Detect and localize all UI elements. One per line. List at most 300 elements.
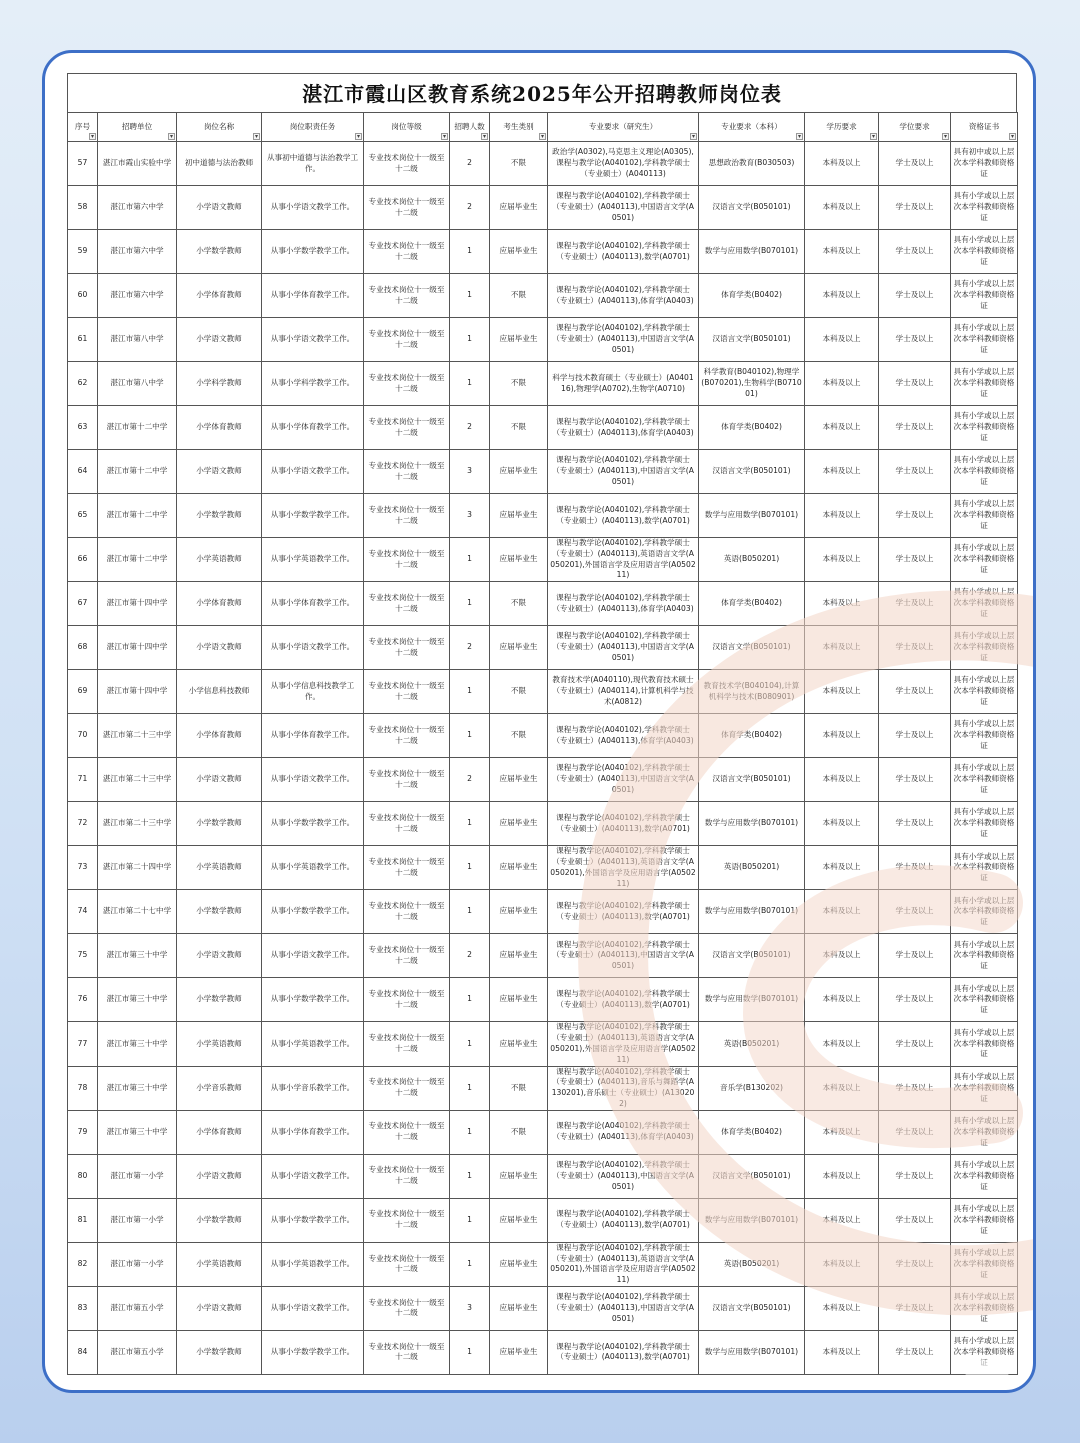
cell-post-name: 小学英语教师 xyxy=(177,1242,262,1286)
cell-employer: 湛江市第三十中学 xyxy=(98,1022,177,1066)
table-row xyxy=(68,362,1018,406)
cell-degree: 学士及以上 xyxy=(879,1154,951,1198)
cell-major-undergrad: 数学与应用数学(B070101) xyxy=(699,494,805,538)
cell-major-postgrad: 课程与教学论(A040102),学科教学硕士（专业硕士）(A040113),数学(A0701) xyxy=(548,230,699,274)
cell-duties: 从事小学数学教学工作。 xyxy=(262,1198,364,1242)
table-row xyxy=(68,1110,1018,1154)
cell-employer: 湛江市第二十三中学 xyxy=(98,802,177,846)
cell-employer: 湛江市第十四中学 xyxy=(98,670,177,714)
cell-employer: 湛江市第十二中学 xyxy=(98,494,177,538)
cell-post-name: 小学语文教师 xyxy=(177,450,262,494)
cell-major-undergrad: 数学与应用数学(B070101) xyxy=(699,1330,805,1374)
cell-degree: 学士及以上 xyxy=(879,758,951,802)
cell-degree: 学士及以上 xyxy=(879,1110,951,1154)
cell-major-postgrad: 课程与教学论(A040102),学科教学硕士（专业硕士）(A040113),数学(A0701) xyxy=(548,890,699,934)
cell-candidate-type: 应届毕业生 xyxy=(490,538,548,582)
cell-seq: 69 xyxy=(68,670,98,714)
cell-major-undergrad: 数学与应用数学(B070101) xyxy=(699,802,805,846)
cell-duties: 从事小学语文教学工作。 xyxy=(262,934,364,978)
cell-candidate-type: 应届毕业生 xyxy=(490,186,548,230)
cell-degree: 学士及以上 xyxy=(879,450,951,494)
cell-employer: 湛江市第一小学 xyxy=(98,1242,177,1286)
column-header-major-undergrad[interactable] xyxy=(699,113,805,142)
table-row xyxy=(68,318,1018,362)
cell-employer: 湛江市第三十中学 xyxy=(98,1110,177,1154)
cell-post-level: 专业技术岗位十一级至十二级 xyxy=(364,450,450,494)
cell-seq: 70 xyxy=(68,714,98,758)
cell-employer: 湛江市第三十中学 xyxy=(98,934,177,978)
cell-headcount: 1 xyxy=(450,846,490,890)
cell-post-level: 专业技术岗位十一级至十二级 xyxy=(364,274,450,318)
table-row xyxy=(68,758,1018,802)
cell-education: 本科及以上 xyxy=(805,450,879,494)
cell-headcount: 1 xyxy=(450,714,490,758)
cell-education: 本科及以上 xyxy=(805,1110,879,1154)
cell-duties: 从事小学信息科技教学工作。 xyxy=(262,670,364,714)
cell-education: 本科及以上 xyxy=(805,1242,879,1286)
cell-duties: 从事小学数学教学工作。 xyxy=(262,230,364,274)
cell-candidate-type: 应届毕业生 xyxy=(490,1022,548,1066)
cell-education: 本科及以上 xyxy=(805,934,879,978)
cell-certificate: 具有小学或以上层次本学科教师资格 xyxy=(951,1330,1018,1374)
cell-employer: 湛江市第二十三中学 xyxy=(98,758,177,802)
cell-major-postgrad: 课程与教学论(A040102),学科教学硕士（专业硕士）(A040113),体育学(A0403) xyxy=(548,582,699,626)
filter-dropdown-icon[interactable]: ▾ xyxy=(540,133,544,140)
cell-seq: 73 xyxy=(68,846,98,890)
filter-dropdown-icon[interactable]: ▾ xyxy=(442,133,446,140)
cell-certificate: 具有小学或以上层次本学科教师资格证 xyxy=(951,450,1018,494)
cell-post-name: 小学数学教师 xyxy=(177,1198,262,1242)
cell-post-name: 小学语文教师 xyxy=(177,626,262,670)
cell-candidate-type: 应届毕业生 xyxy=(490,1330,548,1374)
cell-duties: 从事小学数学教学工作。 xyxy=(262,890,364,934)
cell-post-name: 小学体育教师 xyxy=(177,274,262,318)
column-header-employer[interactable] xyxy=(98,113,177,142)
cell-candidate-type: 不限 xyxy=(490,670,548,714)
cell-post-level: 专业技术岗位十一级至十二级 xyxy=(364,758,450,802)
filter-dropdown-icon[interactable]: ▾ xyxy=(482,133,486,140)
cell-major-postgrad: 课程与教学论(A040102),学科教学硕士（专业硕士）(A040113),体育学(A0403) xyxy=(548,274,699,318)
cell-employer: 湛江市第八中学 xyxy=(98,318,177,362)
column-header-label: 岗位等级 xyxy=(391,121,422,131)
cell-candidate-type: 应届毕业生 xyxy=(490,626,548,670)
cell-seq: 58 xyxy=(68,186,98,230)
cell-employer: 湛江市第一小学 xyxy=(98,1198,177,1242)
cell-education: 本科及以上 xyxy=(805,230,879,274)
table-row xyxy=(68,626,1018,670)
cell-candidate-type: 应届毕业生 xyxy=(490,1154,548,1198)
column-header-label: 学历要求 xyxy=(826,121,857,131)
cell-post-level: 专业技术岗位十一级至十二级 xyxy=(364,362,450,406)
cell-degree: 学士及以上 xyxy=(879,142,951,186)
cell-candidate-type: 不限 xyxy=(490,274,548,318)
cell-candidate-type: 不限 xyxy=(490,362,548,406)
cell-major-postgrad: 课程与教学论(A040102),学科教学硕士（专业硕士）(A040113),英语语言文学(A050201),外国语言学及应用语言学(A050211) xyxy=(548,846,699,890)
cell-employer: 湛江市第十二中学 xyxy=(98,538,177,582)
cell-certificate: 具有小学或以上层次本学科教师资格证 xyxy=(951,1198,1018,1242)
cell-certificate: 具有小学或以上层次本学科教师资格证 xyxy=(951,626,1018,670)
cell-candidate-type: 应届毕业生 xyxy=(490,846,548,890)
cell-duties: 从事小学数学教学工作。 xyxy=(262,802,364,846)
cell-candidate-type: 不限 xyxy=(490,714,548,758)
cell-employer: 湛江市第三十中学 xyxy=(98,1066,177,1110)
cell-headcount: 2 xyxy=(450,626,490,670)
cell-headcount: 1 xyxy=(450,890,490,934)
cell-seq: 75 xyxy=(68,934,98,978)
table-row xyxy=(68,1022,1018,1066)
cell-major-postgrad: 课程与教学论(A040102),学科教学硕士（专业硕士）(A040113),中国语言文学(A0501) xyxy=(548,758,699,802)
column-header-label: 招聘单位 xyxy=(121,121,153,131)
cell-major-undergrad: 数学与应用数学(B070101) xyxy=(699,890,805,934)
cell-seq: 79 xyxy=(68,1110,98,1154)
cell-post-level: 专业技术岗位十一级至十二级 xyxy=(364,1110,450,1154)
cell-post-level: 专业技术岗位十一级至十二级 xyxy=(364,714,450,758)
cell-major-undergrad: 汉语言文学(B050101) xyxy=(699,186,805,230)
cell-duties: 从事小学语文教学工作。 xyxy=(262,1286,364,1330)
cell-candidate-type: 应届毕业生 xyxy=(490,1286,548,1330)
cell-employer: 湛江市第二十三中学 xyxy=(98,714,177,758)
cell-duties: 从事小学体育教学工作。 xyxy=(262,714,364,758)
cell-education: 本科及以上 xyxy=(805,494,879,538)
cell-employer: 湛江市第五小学 xyxy=(98,1286,177,1330)
cell-headcount: 1 xyxy=(450,670,490,714)
cell-certificate: 具有小学或以上层次本学科教师资格证 xyxy=(951,978,1018,1022)
cell-post-name: 小学体育教师 xyxy=(177,1110,262,1154)
column-header-label: 岗位职责任务 xyxy=(289,121,336,131)
cell-major-postgrad: 课程与教学论(A040102),学科教学硕士（专业硕士）(A040113),音乐与舞蹈学(A130201),音乐硕士（专业硕士）(A130202) xyxy=(548,1066,699,1110)
column-header-label: 学位要求 xyxy=(899,121,930,131)
cell-degree: 学士及以上 xyxy=(879,1066,951,1110)
cell-education: 本科及以上 xyxy=(805,1154,879,1198)
cell-certificate: 具有小学或以上层次本学科教师资格证 xyxy=(951,670,1018,714)
column-header-post-level[interactable] xyxy=(364,113,450,142)
table-row xyxy=(68,978,1018,1022)
cell-duties: 从事小学英语教学工作。 xyxy=(262,1022,364,1066)
filter-dropdown-icon[interactable]: ▾ xyxy=(691,133,695,140)
column-header-label: 招聘人数 xyxy=(454,121,485,131)
cell-post-name: 小学语文教师 xyxy=(177,758,262,802)
cell-candidate-type: 应届毕业生 xyxy=(490,934,548,978)
cell-employer: 湛江市第六中学 xyxy=(98,186,177,230)
cell-headcount: 1 xyxy=(450,538,490,582)
cell-certificate: 具有小学或以上层次本学科教师资格证 xyxy=(951,494,1018,538)
cell-headcount: 1 xyxy=(450,274,490,318)
cell-certificate: 具有小学或以上层次本学科教师资格证 xyxy=(951,582,1018,626)
cell-post-name: 小学音乐教师 xyxy=(177,1066,262,1110)
cell-post-name: 小学数学教师 xyxy=(177,230,262,274)
cell-education: 本科及以上 xyxy=(805,1066,879,1110)
cell-duties: 从事小学英语教学工作。 xyxy=(262,1242,364,1286)
cell-post-name: 小学语文教师 xyxy=(177,186,262,230)
cell-duties: 从事小学科学教学工作。 xyxy=(262,362,364,406)
cell-duties: 从事初中道德与法治教学工作。 xyxy=(262,142,364,186)
header-row xyxy=(68,113,1018,142)
cell-candidate-type: 应届毕业生 xyxy=(490,450,548,494)
cell-post-level: 专业技术岗位十一级至十二级 xyxy=(364,1330,450,1374)
cell-major-undergrad: 英语(B050201) xyxy=(699,846,805,890)
cell-major-undergrad: 汉语言文学(B050101) xyxy=(699,758,805,802)
cell-major-undergrad: 音乐学(B130202) xyxy=(699,1066,805,1110)
column-header-candidate-type[interactable] xyxy=(490,113,548,142)
cell-education: 本科及以上 xyxy=(805,1022,879,1066)
cell-post-name: 小学数学教师 xyxy=(177,978,262,1022)
cell-education: 本科及以上 xyxy=(805,582,879,626)
cell-post-level: 专业技术岗位十一级至十二级 xyxy=(364,890,450,934)
cell-major-postgrad: 课程与教学论(A040102),学科教学硕士（专业硕士）(A040113),数学(A0701) xyxy=(548,1198,699,1242)
cell-post-level: 专业技术岗位十一级至十二级 xyxy=(364,582,450,626)
cell-seq: 81 xyxy=(68,1198,98,1242)
table-row xyxy=(68,934,1018,978)
filter-dropdown-icon[interactable]: ▾ xyxy=(169,133,173,140)
cell-duties: 从事小学体育教学工作。 xyxy=(262,406,364,450)
cell-employer: 湛江市第五小学 xyxy=(98,1330,177,1374)
cell-education: 本科及以上 xyxy=(805,186,879,230)
cell-major-postgrad: 课程与教学论(A040102),学科教学硕士（专业硕士）(A040113),中国语言文学(A0501) xyxy=(548,934,699,978)
cell-post-level: 专业技术岗位十一级至十二级 xyxy=(364,846,450,890)
cell-seq: 84 xyxy=(68,1330,98,1374)
filter-dropdown-icon[interactable]: ▾ xyxy=(943,133,947,140)
cell-major-undergrad: 思想政治教育(B030503) xyxy=(699,142,805,186)
cell-seq: 71 xyxy=(68,758,98,802)
cell-certificate: 具有小学或以上层次本学科教师资格证 xyxy=(951,1154,1018,1198)
cell-major-postgrad: 课程与教学论(A040102),学科教学硕士（专业硕士）(A040113),中国语言文学(A0501) xyxy=(548,1154,699,1198)
filter-dropdown-icon[interactable]: ▾ xyxy=(797,133,801,140)
cell-major-undergrad: 汉语言文学(B050101) xyxy=(699,318,805,362)
cell-degree: 学士及以上 xyxy=(879,1242,951,1286)
cell-post-level: 专业技术岗位十一级至十二级 xyxy=(364,934,450,978)
cell-post-name: 小学语文教师 xyxy=(177,1154,262,1198)
cell-employer: 湛江市第二十四中学 xyxy=(98,846,177,890)
cell-seq: 61 xyxy=(68,318,98,362)
cell-certificate: 具有小学或以上层次本学科教师资格证 xyxy=(951,846,1018,890)
cell-major-undergrad: 数学与应用数学(B070101) xyxy=(699,1198,805,1242)
cell-headcount: 1 xyxy=(450,1198,490,1242)
cell-education: 本科及以上 xyxy=(805,1330,879,1374)
cell-post-level: 专业技术岗位十一级至十二级 xyxy=(364,802,450,846)
cell-certificate: 具有小学或以上层次本学科教师资格证 xyxy=(951,274,1018,318)
cell-seq: 63 xyxy=(68,406,98,450)
cell-employer: 湛江市第十四中学 xyxy=(98,582,177,626)
cell-candidate-type: 应届毕业生 xyxy=(490,494,548,538)
cell-seq: 76 xyxy=(68,978,98,1022)
cell-employer: 湛江市第八中学 xyxy=(98,362,177,406)
cell-major-postgrad: 课程与教学论(A040102),学科教学硕士（专业硕士）(A040113),英语语言文学(A050201),外国语言学及应用语言学(A050211) xyxy=(548,1242,699,1286)
column-header-label: 岗位名称 xyxy=(203,121,235,131)
table-row xyxy=(68,450,1018,494)
cell-major-postgrad: 课程与教学论(A040102),学科教学硕士（专业硕士）(A040113),英语语言文学(A050201),外国语言学及应用语言学(A050211) xyxy=(548,1022,699,1066)
cell-candidate-type: 应届毕业生 xyxy=(490,230,548,274)
cell-candidate-type: 应届毕业生 xyxy=(490,318,548,362)
cell-candidate-type: 应届毕业生 xyxy=(490,1198,548,1242)
cell-certificate: 具有小学或以上层次本学科教师资格证 xyxy=(951,1022,1018,1066)
corner-badge xyxy=(965,1360,1009,1382)
cell-candidate-type: 应届毕业生 xyxy=(490,1242,548,1286)
cell-certificate: 具有小学或以上层次本学科教师资格证 xyxy=(951,230,1018,274)
cell-post-level: 专业技术岗位十一级至十二级 xyxy=(364,626,450,670)
cell-headcount: 3 xyxy=(450,1286,490,1330)
column-header-headcount[interactable] xyxy=(450,113,490,142)
cell-certificate: 具有小学或以上层次本学科教师资格证 xyxy=(951,1242,1018,1286)
column-header-label: 资格证书 xyxy=(968,121,1000,131)
cell-post-name: 小学数学教师 xyxy=(177,1330,262,1374)
filter-dropdown-icon[interactable]: ▾ xyxy=(356,133,360,140)
cell-candidate-type: 不限 xyxy=(490,142,548,186)
table-row xyxy=(68,1198,1018,1242)
cell-education: 本科及以上 xyxy=(805,1286,879,1330)
cell-headcount: 1 xyxy=(450,230,490,274)
filter-dropdown-icon[interactable]: ▾ xyxy=(1010,133,1014,140)
cell-post-level: 专业技术岗位十一级至十二级 xyxy=(364,1154,450,1198)
cell-seq: 67 xyxy=(68,582,98,626)
cell-duties: 从事小学语文教学工作。 xyxy=(262,318,364,362)
cell-degree: 学士及以上 xyxy=(879,1198,951,1242)
cell-major-postgrad: 课程与教学论(A040102),学科教学硕士（专业硕士）(A040113),中国语言文学(A0501) xyxy=(548,626,699,670)
cell-candidate-type: 不限 xyxy=(490,1110,548,1154)
cell-post-name: 小学数学教师 xyxy=(177,802,262,846)
cell-degree: 学士及以上 xyxy=(879,362,951,406)
cell-major-undergrad: 体育学类(B0402) xyxy=(699,714,805,758)
cell-education: 本科及以上 xyxy=(805,362,879,406)
table-row xyxy=(68,274,1018,318)
column-header-duties[interactable] xyxy=(262,113,364,142)
recruitment-table xyxy=(67,112,1018,1375)
cell-major-postgrad: 课程与教学论(A040102),学科教学硕士（专业硕士）(A040113),中国语言文学(A0501) xyxy=(548,186,699,230)
cell-post-level: 专业技术岗位十一级至十二级 xyxy=(364,1286,450,1330)
cell-post-name: 小学语文教师 xyxy=(177,318,262,362)
column-header-degree[interactable] xyxy=(879,113,951,142)
cell-seq: 78 xyxy=(68,1066,98,1110)
cell-candidate-type: 不限 xyxy=(490,406,548,450)
cell-candidate-type: 不限 xyxy=(490,582,548,626)
column-header-post-name[interactable] xyxy=(177,113,262,142)
cell-headcount: 1 xyxy=(450,1066,490,1110)
spreadsheet-page xyxy=(67,73,1017,1384)
column-header-education[interactable] xyxy=(805,113,879,142)
cell-seq: 72 xyxy=(68,802,98,846)
column-header-certificate[interactable] xyxy=(951,113,1018,142)
filter-dropdown-icon[interactable]: ▾ xyxy=(90,133,94,140)
cell-duties: 从事小学英语教学工作。 xyxy=(262,538,364,582)
cell-post-level: 专业技术岗位十一级至十二级 xyxy=(364,186,450,230)
cell-post-name: 小学语文教师 xyxy=(177,1286,262,1330)
cell-headcount: 1 xyxy=(450,362,490,406)
cell-certificate: 具有小学或以上层次本学科教师资格证 xyxy=(951,1066,1018,1110)
cell-headcount: 1 xyxy=(450,1154,490,1198)
cell-seq: 57 xyxy=(68,142,98,186)
cell-education: 本科及以上 xyxy=(805,274,879,318)
cell-major-undergrad: 体育学类(B0402) xyxy=(699,1110,805,1154)
column-header-label: 序号 xyxy=(74,121,91,131)
cell-seq: 59 xyxy=(68,230,98,274)
cell-post-name: 小学数学教师 xyxy=(177,494,262,538)
cell-candidate-type: 应届毕业生 xyxy=(490,802,548,846)
cell-education: 本科及以上 xyxy=(805,626,879,670)
cell-headcount: 1 xyxy=(450,1022,490,1066)
cell-certificate: 具有小学或以上层次本学科教师资格证 xyxy=(951,406,1018,450)
cell-major-postgrad: 课程与教学论(A040102),学科教学硕士（专业硕士）(A040113),体育学(A0403) xyxy=(548,406,699,450)
cell-major-postgrad: 课程与教学论(A040102),学科教学硕士（专业硕士）(A040113),中国语言文学(A0501) xyxy=(548,450,699,494)
cell-seq: 65 xyxy=(68,494,98,538)
cell-education: 本科及以上 xyxy=(805,802,879,846)
cell-degree: 学士及以上 xyxy=(879,978,951,1022)
cell-post-name: 小学英语教师 xyxy=(177,1022,262,1066)
cell-duties: 从事小学数学教学工作。 xyxy=(262,978,364,1022)
table-row xyxy=(68,582,1018,626)
table-row xyxy=(68,1154,1018,1198)
cell-employer: 湛江市第一小学 xyxy=(98,1154,177,1198)
cell-headcount: 1 xyxy=(450,1242,490,1286)
cell-education: 本科及以上 xyxy=(805,846,879,890)
cell-employer: 湛江市第十二中学 xyxy=(98,450,177,494)
cell-certificate: 具有小学或以上层次本学科教师资格证 xyxy=(951,714,1018,758)
cell-major-postgrad: 课程与教学论(A040102),学科教学硕士（专业硕士）(A040113),数学(A0701) xyxy=(548,978,699,1022)
table-row xyxy=(68,890,1018,934)
cell-major-undergrad: 汉语言文学(B050101) xyxy=(699,450,805,494)
filter-dropdown-icon[interactable]: ▾ xyxy=(871,133,875,140)
column-header-seq[interactable] xyxy=(68,113,98,142)
table-row xyxy=(68,230,1018,274)
cell-duties: 从事小学语文教学工作。 xyxy=(262,186,364,230)
cell-major-undergrad: 英语(B050201) xyxy=(699,1022,805,1066)
cell-post-level: 专业技术岗位十一级至十二级 xyxy=(364,1022,450,1066)
cell-major-postgrad: 课程与教学论(A040102),学科教学硕士（专业硕士）(A040113),体育学(A0403) xyxy=(548,1110,699,1154)
cell-duties: 从事小学体育教学工作。 xyxy=(262,582,364,626)
cell-post-level: 专业技术岗位十一级至十二级 xyxy=(364,1198,450,1242)
cell-certificate: 具有小学或以上层次本学科教师资格证 xyxy=(951,362,1018,406)
cell-major-undergrad: 体育学类(B0402) xyxy=(699,582,805,626)
cell-major-postgrad: 课程与教学论(A040102),学科教学硕士（专业硕士）(A040113),数学(A0701) xyxy=(548,802,699,846)
cell-education: 本科及以上 xyxy=(805,890,879,934)
filter-dropdown-icon[interactable]: ▾ xyxy=(254,133,258,140)
cell-education: 本科及以上 xyxy=(805,142,879,186)
cell-duties: 从事小学语文教学工作。 xyxy=(262,758,364,802)
cell-post-name: 小学英语教师 xyxy=(177,538,262,582)
cell-employer: 湛江市第三十中学 xyxy=(98,978,177,1022)
cell-major-postgrad: 课程与教学论(A040102),学科教学硕士（专业硕士）(A040113),英语语言文学(A050201),外国语言学及应用语言学(A050211) xyxy=(548,538,699,582)
column-header-major-postgrad[interactable] xyxy=(548,113,699,142)
cell-post-level: 专业技术岗位十一级至十二级 xyxy=(364,978,450,1022)
cell-major-undergrad: 英语(B050201) xyxy=(699,1242,805,1286)
cell-duties: 从事小学音乐教学工作。 xyxy=(262,1066,364,1110)
cell-seq: 74 xyxy=(68,890,98,934)
cell-headcount: 1 xyxy=(450,1330,490,1374)
column-header-label: 专业要求（研究生） xyxy=(588,121,658,131)
cell-candidate-type: 应届毕业生 xyxy=(490,758,548,802)
cell-certificate: 具有小学或以上层次本学科教师资格证 xyxy=(951,538,1018,582)
cell-degree: 学士及以上 xyxy=(879,582,951,626)
cell-post-level: 专业技术岗位十一级至十二级 xyxy=(364,1242,450,1286)
cell-major-postgrad: 科学与技术教育硕士（专业硕士）(A040116),物理学(A0702),生物学(A0710) xyxy=(548,362,699,406)
cell-seq: 77 xyxy=(68,1022,98,1066)
cell-degree: 学士及以上 xyxy=(879,714,951,758)
cell-major-undergrad: 汉语言文学(B050101) xyxy=(699,1286,805,1330)
cell-employer: 湛江市霞山实验中学 xyxy=(98,142,177,186)
document-card xyxy=(42,50,1036,1393)
cell-certificate: 具有小学或以上层次本学科教师资格证 xyxy=(951,1286,1018,1330)
cell-major-undergrad: 汉语言文学(B050101) xyxy=(699,934,805,978)
cell-post-name: 小学体育教师 xyxy=(177,582,262,626)
cell-education: 本科及以上 xyxy=(805,318,879,362)
table-row xyxy=(68,406,1018,450)
cell-seq: 64 xyxy=(68,450,98,494)
cell-post-level: 专业技术岗位十一级至十二级 xyxy=(364,142,450,186)
cell-duties: 从事小学体育教学工作。 xyxy=(262,274,364,318)
cell-headcount: 2 xyxy=(450,758,490,802)
cell-degree: 学士及以上 xyxy=(879,934,951,978)
cell-degree: 学士及以上 xyxy=(879,802,951,846)
cell-employer: 湛江市第二十七中学 xyxy=(98,890,177,934)
cell-major-undergrad: 数学与应用数学(B070101) xyxy=(699,230,805,274)
